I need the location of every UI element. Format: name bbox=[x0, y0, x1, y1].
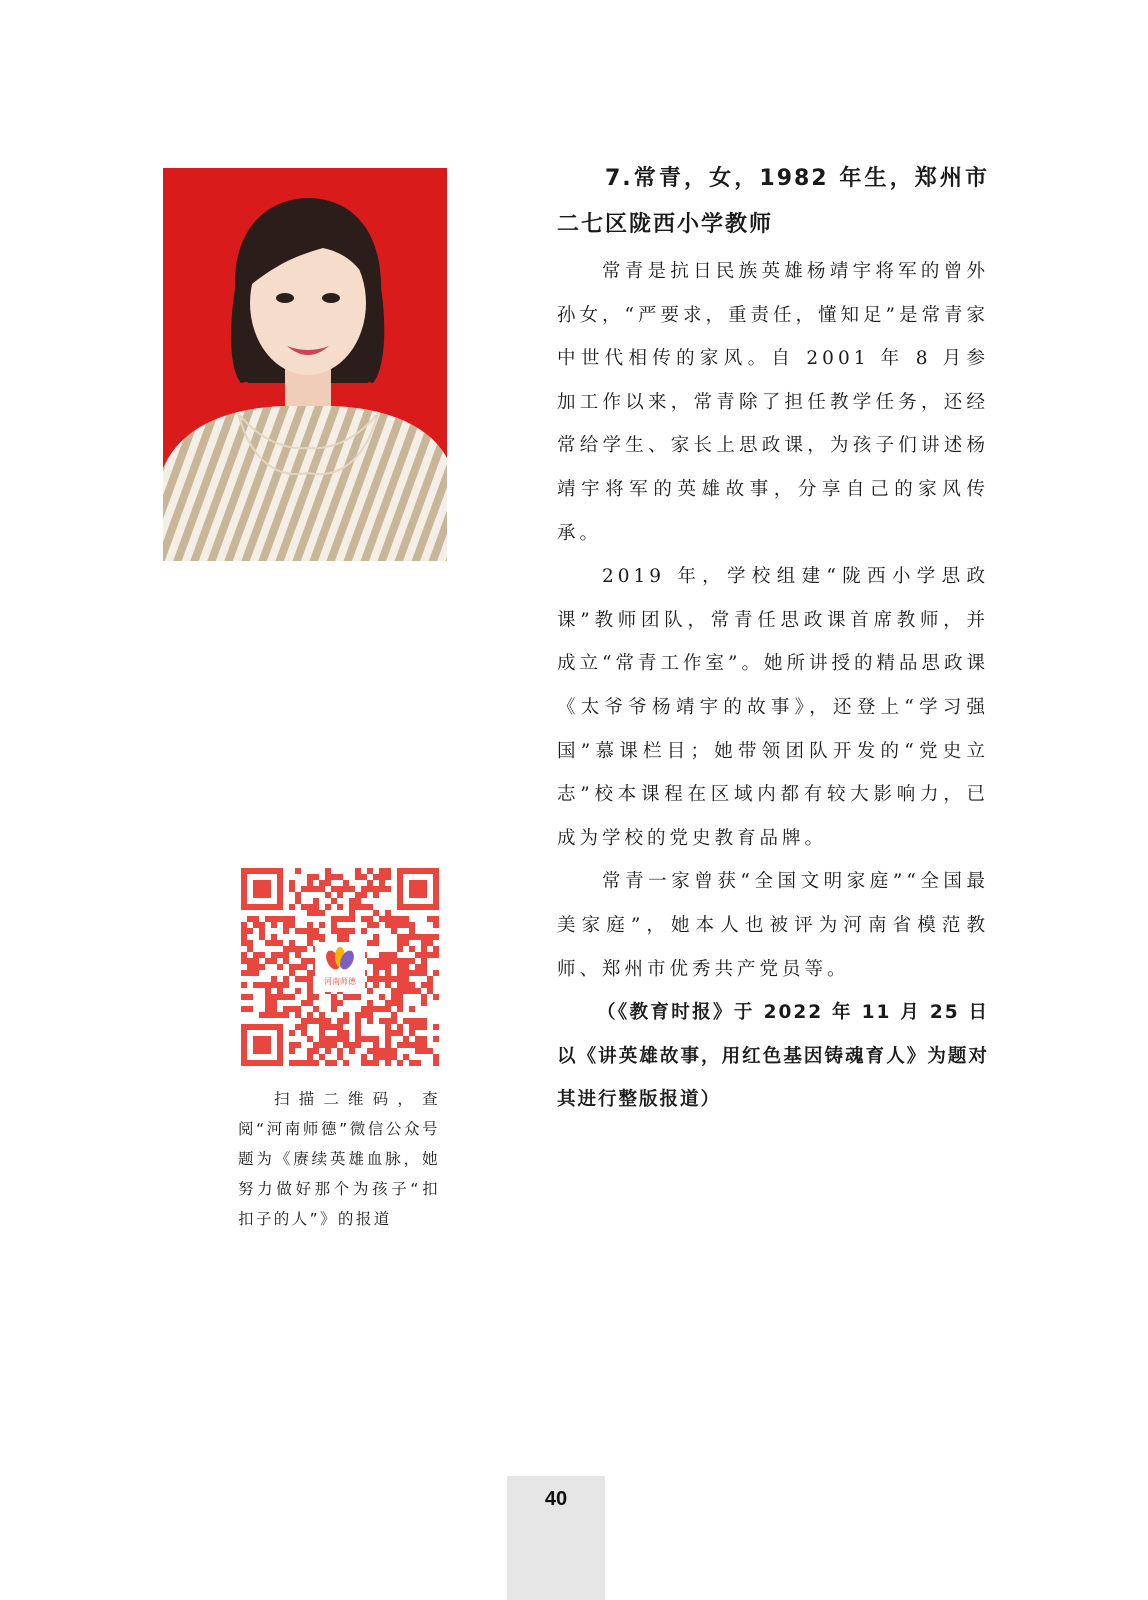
qr-code bbox=[241, 868, 439, 1066]
profile-text-column bbox=[557, 156, 989, 1122]
portrait-photo bbox=[163, 168, 447, 561]
profile-paragraph: 常青一家曾获“全国文明家庭”“全国最美家庭”，她本人也被评为河南省模范教师、郑州市优秀共产党员等。 bbox=[557, 871, 989, 980]
profile-heading: 7.常青，女，1982 年生，郑州市二七区陇西小学教师 bbox=[557, 166, 989, 237]
page-number: 40 bbox=[544, 1488, 568, 1510]
profile-paragraph: 2019 年，学校组建“陇西小学思政课”教师团队，常青任思政课首席教师，并成立“常青工作室”。她所讲授的精品思政课《太爷爷杨靖宇的故事》，还登上“学习强国”慕课栏目；她带领团队开发的“党史立志”校本课程在区域内都有较大影响力，已成为学校的党史教育品牌。 bbox=[557, 566, 989, 849]
qr-caption: 扫描二维码，查阅“河南师德”微信公众号题为《赓续英雄血脉，她努力做好那个为孩子“扣扣子的人”》的报道 bbox=[238, 1090, 440, 1228]
profile-source-note: （《教育时报》于 2022 年 11 月 25 日以《讲英雄故事，用红色基因铸魂育人》为题对其进行整版报道） bbox=[557, 1002, 989, 1111]
page-number-tab bbox=[507, 1476, 605, 1600]
profile-paragraph: 常青是抗日民族英雄杨靖宇将军的曾外孙女，“严要求，重责任，懂知足”是常青家中世代相传的家风。自 2001 年 8 月参加工作以来，常青除了担任教学任务，还经常给学生、家长上思政课，为孩子们讲述杨靖宇将军的英雄故事，分享自己的家风传承。 bbox=[557, 261, 989, 544]
qr-logo-text: 河南师德 bbox=[324, 977, 356, 986]
